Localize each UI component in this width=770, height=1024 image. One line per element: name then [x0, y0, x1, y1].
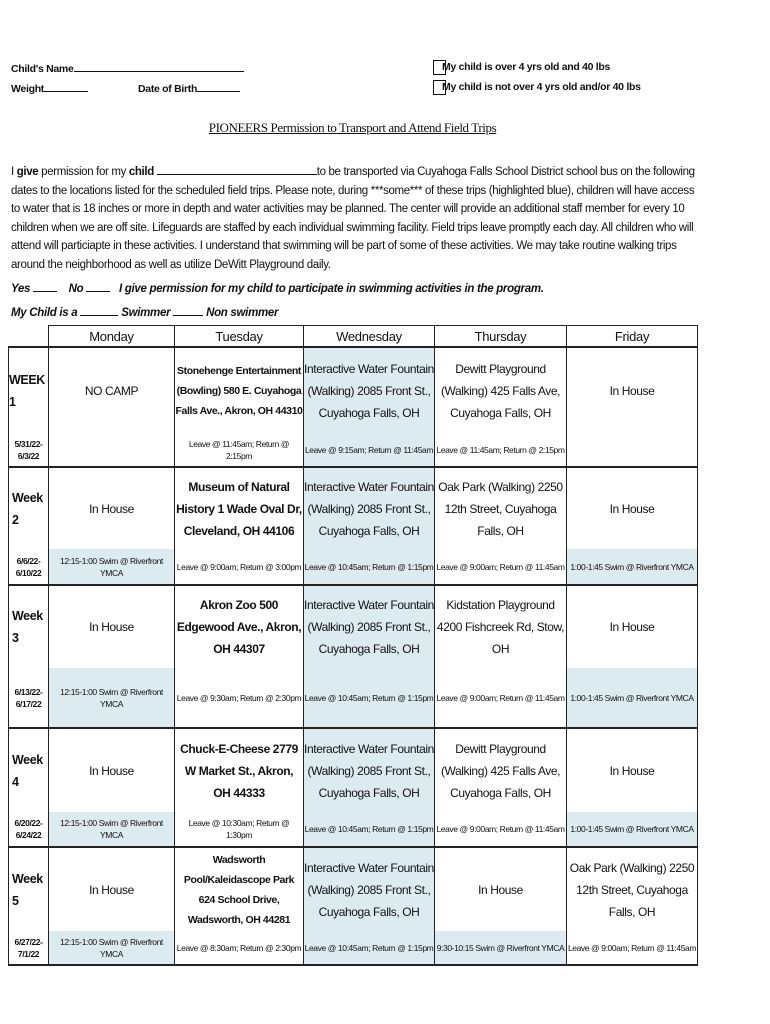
no-blank[interactable]: [86, 281, 110, 292]
activity-cell: Dewitt Playground (Walking) 425 Falls Ave, Cuyahoga Falls, OH: [435, 347, 567, 433]
child-name-field[interactable]: [11, 62, 244, 75]
week-row: [9, 467, 698, 549]
week-dates: 6/27/22- 7/1/22: [9, 931, 49, 965]
activity-cell: Oak Park (Walking) 2250 12th Street, Cuyahoga Falls, OH: [435, 467, 567, 549]
activity-cell: In House: [567, 585, 698, 668]
over-4-label: My child is over 4 yrs old and 40 lbs: [442, 61, 611, 74]
week-label: Week 4: [9, 728, 49, 812]
time-cell: Leave @ 9:30am; Return @ 2:30pm: [175, 668, 304, 728]
activity-cell: In House: [435, 847, 567, 931]
time-cell: 9:30-10:15 Swim @ Riverfront YMCA: [435, 931, 567, 965]
time-cell: 12:15-1:00 Swim @ Riverfront YMCA: [49, 812, 175, 847]
time-row: [9, 433, 698, 467]
time-cell: Leave @ 11:45am; Return @ 2:15pm: [175, 433, 304, 467]
activity-cell: Museum of Natural History 1 Wade Oval Dr, Cleveland, OH 44106: [175, 467, 304, 549]
activity-cell: In House: [49, 585, 175, 668]
page-title: PIONEERS Permission to Transport and Attend Field Trips: [208, 120, 497, 135]
day-header: Monday: [49, 326, 175, 348]
time-cell: [49, 433, 175, 467]
no-label: No: [68, 283, 84, 295]
weight-label: Weight: [11, 83, 45, 95]
time-cell: 12:15-1:00 Swim @ Riverfront YMCA: [49, 668, 175, 728]
day-header: Thursday: [435, 326, 567, 348]
activity-cell: In House: [567, 347, 698, 433]
activity-cell: Interactive Water Fountain (Walking) 2085 Front St., Cuyahoga Falls, OH: [304, 347, 435, 433]
time-row: [9, 668, 698, 728]
child-name-blank[interactable]: [157, 164, 317, 175]
week-label: Week 2: [9, 467, 49, 549]
not-over-4-label: My child is not over 4 yrs old and/or 40 lbs: [442, 81, 641, 94]
time-cell: Leave @ 9:00am; Return @ 3:00pm: [175, 549, 304, 585]
para-child: child: [128, 166, 154, 178]
para-give: give: [16, 166, 39, 178]
swimmer-line: [11, 305, 278, 319]
activity-cell: In House: [49, 847, 175, 931]
activity-cell: Interactive Water Fountain (Walking) 2085 Front St., Cuyahoga Falls, OH: [304, 585, 435, 668]
week-row: [9, 347, 698, 433]
swimmer-label: Swimmer: [121, 307, 171, 319]
week-label: Week 5: [9, 847, 49, 931]
schedule-table: [8, 325, 698, 966]
time-cell: Leave @ 9:00am; Return @ 11:45am: [435, 812, 567, 847]
time-cell: Leave @ 10:45am; Return @ 1:15pm: [304, 812, 435, 847]
activity-cell: Akron Zoo 500 Edgewood Ave., Akron, OH 44307: [175, 585, 304, 668]
permission-paragraph: [11, 163, 701, 274]
para-text-2: permission for my: [38, 166, 129, 178]
weight-field[interactable]: [11, 82, 88, 95]
child-name-label: Child's Name: [11, 63, 74, 75]
para-text-1: I: [11, 166, 17, 178]
para-text-3: to be transported via Cuyahoga Falls School District school bus on the following dates to the locations listed for the scheduled field trips. Please note, during ***some*** of these trips (highlighted blue), children will have access to water that is 18 inches or more in depth and water activities may be planned. The center will provide an additional staff member for every 10 children when we are off site. Lifeguards are staffed by each individual swimming facility. Field trips leave promptly each day. All children who will attend will particiapte in these activities. I understand that swimming will be part of some of these activities. We may take routine walking trips around the neighborhood as well as utilize DeWitt Playground daily.: [11, 166, 695, 271]
activity-cell: Interactive Water Fountain (Walking) 2085 Front St., Cuyahoga Falls, OH: [304, 728, 435, 812]
activity-cell: In House: [49, 467, 175, 549]
dob-label: Date of Birth: [138, 83, 198, 95]
time-cell: 1:00-1:45 Swim @ Riverfront YMCA: [567, 668, 698, 728]
dob-line[interactable]: [197, 82, 240, 92]
activity-cell: Stonehenge Entertainment (Bowling) 580 E. Cuyahoga Falls Ave., Akron, OH 44310: [175, 347, 304, 433]
week-row: [9, 728, 698, 812]
time-cell: Leave @ 10:45am; Return @ 1:15pm: [304, 668, 435, 728]
week-dates: 6/13/22- 6/17/22: [9, 668, 49, 728]
weight-line[interactable]: [44, 82, 88, 92]
activity-cell: In House: [567, 467, 698, 549]
non-swimmer-blank[interactable]: [173, 305, 203, 316]
time-cell: 1:00-1:45 Swim @ Riverfront YMCA: [567, 549, 698, 585]
time-row: [9, 931, 698, 965]
time-cell: Leave @ 9:00am; Return @ 11:45am: [567, 931, 698, 965]
activity-cell: Oak Park (Walking) 2250 12th Street, Cuyahoga Falls, OH: [567, 847, 698, 931]
week-dates: 6/6/22- 6/10/22: [9, 549, 49, 585]
activity-cell: In House: [567, 728, 698, 812]
time-row: [9, 812, 698, 847]
my-child-is-label: My Child is a: [11, 307, 78, 319]
day-header-row: [9, 326, 698, 348]
yes-blank[interactable]: [33, 281, 57, 292]
activity-cell: Wadsworth Pool/Kaleidascope Park 624 School Drive, Wadsworth, OH 44281: [175, 847, 304, 931]
activity-cell: NO CAMP: [49, 347, 175, 433]
day-header: Wednesday: [304, 326, 435, 348]
activity-cell: Interactive Water Fountain (Walking) 2085 Front St., Cuyahoga Falls, OH: [304, 847, 435, 931]
child-name-line[interactable]: [74, 62, 244, 72]
activity-cell: Chuck-E-Cheese 2779 W Market St., Akron, OH 44333: [175, 728, 304, 812]
week-label: WEEK 1: [9, 347, 49, 433]
day-header: Tuesday: [175, 326, 304, 348]
dob-field[interactable]: [138, 82, 240, 95]
yes-label: Yes: [11, 283, 31, 295]
week-row: [9, 847, 698, 931]
swimmer-blank[interactable]: [80, 305, 118, 316]
activity-cell: Kidstation Playground 4200 Fishcreek Rd, Stow, OH: [435, 585, 567, 668]
swim-permission-text: I give permission for my child to participate in swimming activities in the program.: [118, 283, 544, 295]
time-cell: Leave @ 8:30am; Return @ 2:30pm: [175, 931, 304, 965]
activity-cell: Interactive Water Fountain (Walking) 2085 Front St., Cuyahoga Falls, OH: [304, 467, 435, 549]
time-cell: Leave @ 9:00am; Return @ 11:45am: [435, 549, 567, 585]
week-row: [9, 585, 698, 668]
corner-cell: [9, 326, 49, 348]
activity-cell: In House: [49, 728, 175, 812]
time-cell: Leave @ 10:30am; Return @ 1:30pm: [175, 812, 304, 847]
time-cell: 12:15-1:00 Swim @ Riverfront YMCA: [49, 549, 175, 585]
week-dates: 6/20/22- 6/24/22: [9, 812, 49, 847]
week-label: Week 3: [9, 585, 49, 668]
time-row: [9, 549, 698, 585]
time-cell: Leave @ 10:45am; Return @ 1:15pm: [304, 549, 435, 585]
non-swimmer-label: Non swimmer: [206, 307, 279, 319]
time-cell: Leave @ 10:45am; Return @ 1:15pm: [304, 931, 435, 965]
time-cell: 1:00-1:45 Swim @ Riverfront YMCA: [567, 812, 698, 847]
time-cell: Leave @ 9:00am; Return @ 11:45am: [435, 668, 567, 728]
time-cell: Leave @ 9:15am; Return @ 11:45am: [304, 433, 435, 467]
time-cell: 12:15-1:00 Swim @ Riverfront YMCA: [49, 931, 175, 965]
day-header: Friday: [567, 326, 698, 348]
activity-cell: Dewitt Playground (Walking) 425 Falls Ave, Cuyahoga Falls, OH: [435, 728, 567, 812]
time-cell: [567, 433, 698, 467]
week-dates: 5/31/22- 6/3/22: [9, 433, 49, 467]
swim-permission-line: [11, 281, 544, 295]
over-4-option[interactable]: [433, 60, 610, 75]
time-cell: Leave @ 11:45am; Return @ 2:15pm: [435, 433, 567, 467]
not-over-4-option[interactable]: [433, 80, 641, 95]
